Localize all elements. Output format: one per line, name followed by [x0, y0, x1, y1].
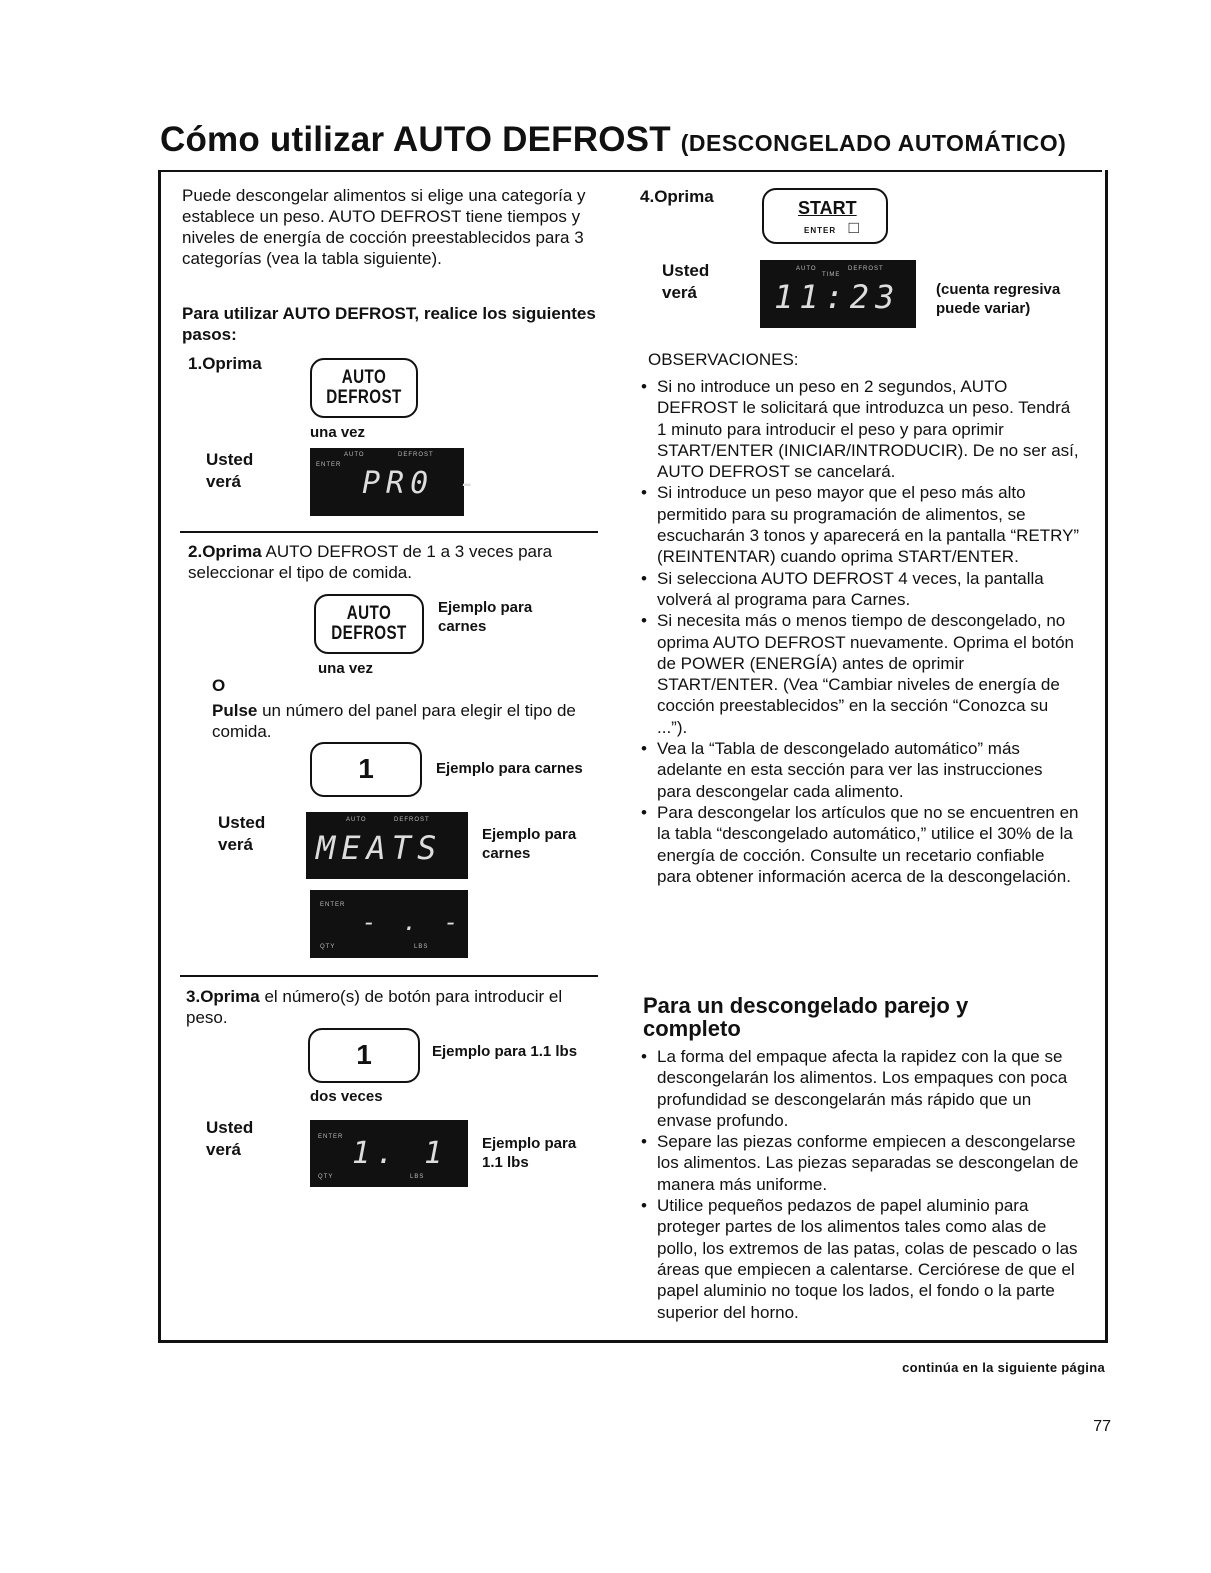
number-1-button[interactable]: 1 — [310, 742, 422, 797]
step4-you-see — [662, 260, 709, 304]
step2-example3-line2: carnes — [482, 845, 531, 862]
auto-defrost-button-line2: DEFROST — [326, 387, 402, 408]
display-tag: DEFROST — [398, 452, 434, 458]
list-item — [641, 568, 1081, 611]
step1-num: 1. — [188, 354, 203, 373]
display-tag: QTY — [320, 944, 336, 950]
display-tag: TIME — [822, 272, 841, 278]
bullet-icon: • — [641, 802, 647, 822]
bullet-icon: • — [641, 739, 647, 759]
even-defrost-heading: Para un descongelado parejo y completo — [643, 993, 969, 1041]
step2-display2-text: - . - — [362, 908, 465, 936]
start-button-line1: START — [798, 198, 857, 218]
title-sub: (DESCONGELADO AUTOMÁTICO) — [680, 130, 1067, 156]
tip-text: La forma del empaque afecta la rapidez con la que se descongelarán los alimentos. Los empaques con poca profundidad se descongelarán más rápido que un envase profundo. — [657, 1047, 1068, 1130]
step4-display — [760, 260, 916, 328]
display-tag: ENTER — [318, 1134, 344, 1140]
list-item — [641, 738, 1081, 802]
list-item — [641, 1046, 1081, 1131]
observations-list — [641, 376, 1081, 887]
step1-display — [310, 448, 483, 516]
intro-paragraph: Puede descongelar alimentos si elige una categoría y establece un peso. AUTO DEFROST tiene tiempos y niveles de energía de cocción preestablecidos para 3 categorías (vea la tabla siguiente). — [182, 186, 586, 268]
step2-example3-line1: Ejemplo para — [482, 826, 577, 843]
display-tag: QTY — [318, 1174, 334, 1180]
step2-display2 — [310, 890, 468, 958]
step3-label: Oprima — [200, 987, 260, 1006]
step2-label: Oprima — [202, 542, 262, 561]
step1-see-line1: Usted — [206, 450, 254, 469]
step4-note-line1: (cuenta regresiva — [936, 281, 1061, 298]
step4-num: 4. — [640, 187, 655, 206]
step3-example1: Ejemplo para 1.1 lbs — [432, 1043, 578, 1060]
step3-num: 3. — [186, 987, 201, 1006]
display-tag: LBS — [410, 1174, 425, 1180]
step2-display1 — [306, 812, 468, 879]
bullet-icon: • — [641, 377, 647, 396]
display-tag: LBS — [414, 944, 429, 950]
step4-note-line2: puede variar) — [936, 300, 1031, 317]
steps-heading: Para utilizar AUTO DEFROST, realice los siguientes pasos: — [182, 304, 596, 344]
step3-example2-line1: Ejemplo para — [482, 1135, 577, 1152]
bullet-icon: • — [641, 1132, 647, 1152]
step2-pulse-body: un número del panel para elegir el tipo de comida. — [212, 701, 576, 741]
step-divider — [180, 531, 598, 533]
bullet-icon: • — [641, 1047, 647, 1066]
step4-note — [936, 280, 1060, 318]
continue-note: continúa en la siguiente página — [902, 1360, 1105, 1375]
step2-example1-line1: Ejemplo para — [438, 599, 533, 616]
display-tag: AUTO — [344, 452, 365, 458]
step3-display — [310, 1120, 468, 1187]
step2-see-line2: verá — [218, 835, 253, 854]
step4-see-line2: verá — [662, 283, 697, 302]
tip-text: Utilice pequeños pedazos de papel aluminio para proteger partes de los alimentos tales como alas de pollo, los extremos de las patas, colas de pescado o las áreas que empiecen a calentarse. Cerciórese de que el papel aluminio no toque los lados, el fondo o la parte superior del horno. — [657, 1196, 1078, 1322]
step3-see-line2: verá — [206, 1140, 241, 1159]
step4-display-text: 11:23 — [774, 278, 901, 316]
observation-text: Si introduce un peso mayor que el peso más alto permitido para su programación de alimentos, se escucharán 3 tonos y aparecerá en la pantalla “RETRY” (REINTENTAR) cuando oprima START/ENTER. — [657, 483, 1080, 567]
auto-defrost-button[interactable] — [310, 358, 418, 418]
step3-body: el número(s) de botón para introducir el peso. — [186, 987, 563, 1027]
list-item — [641, 802, 1081, 887]
display-tag: DEFROST — [394, 817, 430, 823]
display-tag: AUTO — [796, 266, 817, 272]
observation-text: Para descongelar los artículos que no se encuentren en la tabla “descongelado automático,” utilice el 30% de la energía de cocción. Consulte un recetario confiable para obtener información acerca de la descongelación. — [657, 802, 1079, 886]
step2-example1 — [438, 598, 532, 636]
step2-pulse-text — [212, 700, 602, 742]
step2-display1-text: MEATS — [316, 829, 443, 867]
step3-example2-line2: 1.1 lbs — [482, 1154, 529, 1171]
step2-see-line1: Usted — [218, 813, 266, 832]
bullet-icon: • — [641, 611, 647, 631]
page-title — [160, 120, 1066, 160]
list-item — [641, 610, 1081, 738]
auto-defrost-button-line1: AUTO — [346, 603, 392, 624]
observation-text: Si selecciona AUTO DEFROST 4 veces, la pantalla volverá al programa para Carnes. — [657, 568, 1044, 609]
step3-text — [186, 986, 606, 1028]
enter-button-line2: ENTER — [804, 226, 837, 235]
step2-pulse-label: Pulse — [212, 701, 258, 720]
list-item — [641, 376, 1081, 482]
lock-icon: □ — [848, 218, 859, 237]
observation-text: Vea la “Tabla de descongelado automático” más adelante en esta sección para ver las instrucciones para descongelar cada alimento. — [657, 739, 1043, 801]
bullet-icon: • — [641, 1196, 647, 1216]
step1-times: una vez — [310, 424, 366, 441]
page-number: 77 — [1093, 1418, 1111, 1435]
step2-times: una vez — [318, 660, 374, 677]
even-defrost-list — [641, 1046, 1081, 1323]
step4-label-text: Oprima — [654, 187, 714, 206]
observation-text: Si no introduce un peso en 2 segundos, AUTO DEFROST le solicitará que introduzca un peso. Tendrá 1 minuto para introducir el peso y para oprimir START/ENTER (INICIAR/INTRODUCIR). De no ser así, AUTO DEFROST se cancelará. — [657, 377, 1079, 482]
tip-text: Separe las piezas conforme empiecen a descongelarse los alimentos. Las piezas separadas se descongelan de manera más uniforme. — [657, 1132, 1079, 1194]
step2-example2: Ejemplo para carnes — [436, 760, 583, 777]
auto-defrost-button-line1: AUTO — [341, 367, 387, 388]
step3-example2 — [482, 1134, 576, 1172]
step-divider — [180, 975, 598, 977]
display-tag: DEFROST — [848, 266, 884, 272]
list-item — [641, 482, 1081, 567]
step3-display-text: 1. 1 — [352, 1136, 449, 1171]
step1-label-text: Oprima — [202, 354, 262, 373]
step2-num: 2. — [188, 542, 203, 561]
step1-label — [188, 353, 262, 374]
observation-text: Si necesita más o menos tiempo de descongelado, no oprima AUTO DEFROST nuevamente. Oprima el botón de POWER (ENERGÍA) antes de oprimir START/ENTER. (Vea “Cambiar niveles de energía de cocción preestablecidos” en la sección “Conozca su ...”). — [657, 611, 1074, 737]
list-item — [641, 1131, 1081, 1195]
step2-or: O — [212, 676, 226, 695]
step4-label — [640, 186, 714, 207]
auto-defrost-button-line2: DEFROST — [331, 623, 407, 644]
step3-times: dos veces — [310, 1088, 383, 1105]
observations-heading: OBSERVACIONES: — [648, 350, 799, 369]
start-enter-button[interactable] — [762, 188, 888, 244]
step2-example3 — [482, 825, 576, 863]
number-1-button-step3[interactable]: 1 — [308, 1028, 420, 1083]
step4-see-line1: Usted — [662, 261, 710, 280]
step1-you-see — [206, 449, 253, 493]
list-item — [641, 1195, 1081, 1323]
auto-defrost-button-step2[interactable] — [314, 594, 424, 654]
display-tag: ENTER — [320, 902, 346, 908]
step3-see-line1: Usted — [206, 1118, 254, 1137]
step2-text — [188, 541, 608, 583]
step1-see-line2: verá — [206, 472, 241, 491]
step1-display-text: PR0 - — [362, 466, 483, 501]
bullet-icon: • — [641, 483, 647, 503]
step2-you-see — [218, 812, 265, 856]
bullet-icon: • — [641, 568, 647, 588]
display-tag: AUTO — [346, 817, 367, 823]
step3-you-see — [206, 1117, 253, 1161]
title-main: Cómo utilizar AUTO DEFROST — [160, 120, 671, 159]
step2-body: AUTO DEFROST de 1 a 3 veces para seleccionar el tipo de comida. — [188, 542, 553, 582]
display-tag: ENTER — [316, 462, 342, 468]
step2-example1-line2: carnes — [438, 618, 487, 635]
